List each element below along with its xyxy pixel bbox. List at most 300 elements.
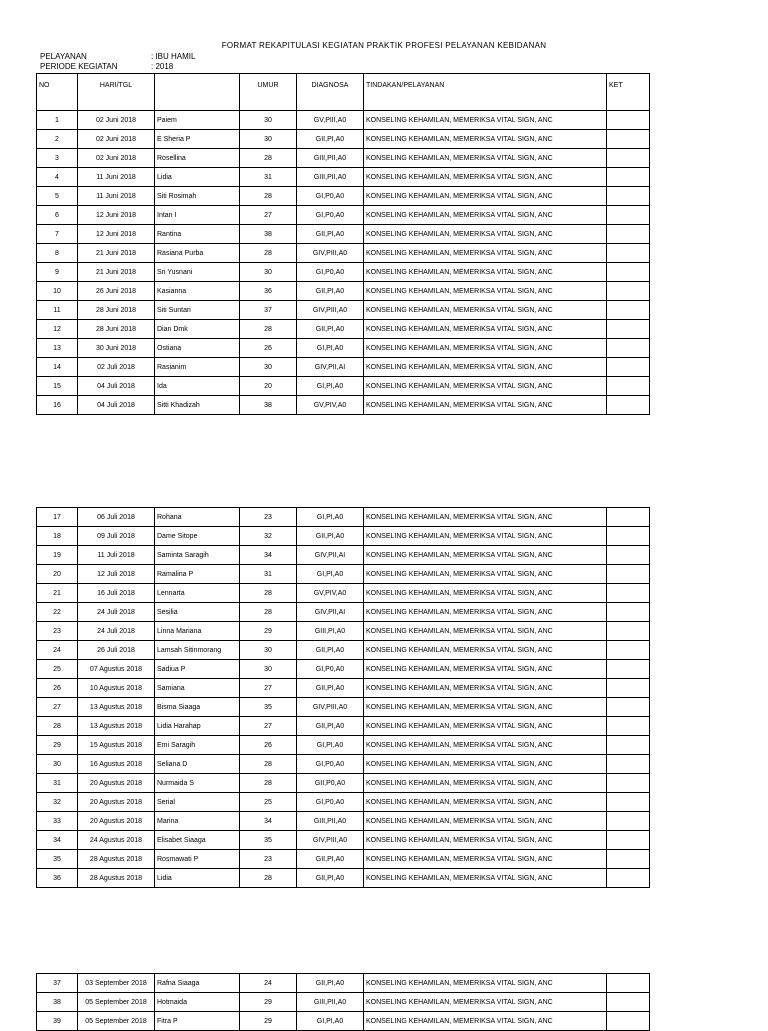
row-age: 24 [240, 974, 297, 993]
row-diagnosis: GIV,PIII,A0 [297, 244, 364, 263]
row-date: 05 September 2018 [78, 993, 155, 1012]
row-diagnosis: GII,PI,A0 [297, 320, 364, 339]
row-date: 12 Juli 2018 [78, 565, 155, 584]
row-diagnosis: GI,PI,A0 [297, 508, 364, 527]
row-action: KONSELING KEHAMILAN, MEMERIKSA VITAL SIGN, ANC [364, 244, 607, 263]
row-number: 19 [37, 546, 78, 565]
row-action: KONSELING KEHAMILAN, MEMERIKSA VITAL SIGN, ANC [364, 641, 607, 660]
row-number: 6 [37, 206, 78, 225]
row-action: KONSELING KEHAMILAN, MEMERIKSA VITAL SIGN, ANC [364, 527, 607, 546]
row-ket [607, 755, 650, 774]
row-date: 02 Juli 2018 [78, 358, 155, 377]
row-number: 17 [37, 508, 78, 527]
row-patient-name: Sri Yusnani [155, 263, 240, 282]
meta-value: : IBU HAMIL [151, 52, 196, 61]
row-action: KONSELING KEHAMILAN, MEMERIKSA VITAL SIGN, ANC [364, 755, 607, 774]
row-age: 28 [240, 244, 297, 263]
table-row [37, 660, 650, 679]
row-action: KONSELING KEHAMILAN, MEMERIKSA VITAL SIGN, ANC [364, 546, 607, 565]
row-ket [607, 993, 650, 1012]
row-date: 21 Juni 2018 [78, 263, 155, 282]
row-diagnosis: GV,PIV,A0 [297, 396, 364, 415]
meta-periode [40, 62, 174, 71]
table-row [37, 377, 650, 396]
row-patient-name: Nurmaida S [155, 774, 240, 793]
row-date: 28 Juni 2018 [78, 301, 155, 320]
row-date: 24 Juli 2018 [78, 603, 155, 622]
row-age: 27 [240, 679, 297, 698]
row-patient-name: Ostiana [155, 339, 240, 358]
row-ket [607, 717, 650, 736]
row-ket [607, 774, 650, 793]
row-age: 27 [240, 206, 297, 225]
row-age: 25 [240, 793, 297, 812]
row-patient-name: Rantina [155, 225, 240, 244]
row-patient-name: Sadiua P [155, 660, 240, 679]
row-age: 30 [240, 358, 297, 377]
row-ket [607, 660, 650, 679]
row-patient-name: Fitra P [155, 1012, 240, 1031]
row-patient-name: Sesilia [155, 603, 240, 622]
row-age: 31 [240, 168, 297, 187]
row-date: 11 Juni 2018 [78, 168, 155, 187]
row-action: KONSELING KEHAMILAN, MEMERIKSA VITAL SIGN, ANC [364, 774, 607, 793]
row-diagnosis: GII,PI,A0 [297, 282, 364, 301]
row-date: 09 Juli 2018 [78, 527, 155, 546]
row-age: 38 [240, 225, 297, 244]
row-date: 24 Agustus 2018 [78, 831, 155, 850]
row-age: 34 [240, 546, 297, 565]
row-diagnosis: GII,PI,A0 [297, 869, 364, 888]
row-age: 28 [240, 320, 297, 339]
row-date: 02 Juni 2018 [78, 130, 155, 149]
table-row [37, 974, 650, 993]
row-number: 28 [37, 717, 78, 736]
row-diagnosis: GII,PI,A0 [297, 717, 364, 736]
row-action: KONSELING KEHAMILAN, MEMERIKSA VITAL SIGN, ANC [364, 358, 607, 377]
row-ket [607, 679, 650, 698]
table-row [37, 812, 650, 831]
row-date: 20 Agustus 2018 [78, 793, 155, 812]
table-row [37, 565, 650, 584]
row-ket [607, 377, 650, 396]
row-patient-name: E Sheria P [155, 130, 240, 149]
row-age: 30 [240, 263, 297, 282]
row-diagnosis: GI,PI,A0 [297, 339, 364, 358]
row-ket [607, 603, 650, 622]
row-number: 27 [37, 698, 78, 717]
row-diagnosis: GIII,PII,A0 [297, 168, 364, 187]
table-row [37, 774, 650, 793]
row-date: 20 Agustus 2018 [78, 774, 155, 793]
row-action: KONSELING KEHAMILAN, MEMERIKSA VITAL SIGN, ANC [364, 301, 607, 320]
row-number: 35 [37, 850, 78, 869]
row-ket [607, 622, 650, 641]
header-no: NO [37, 74, 78, 111]
row-patient-name: Linna Mariana [155, 622, 240, 641]
row-age: 30 [240, 641, 297, 660]
table-row [37, 641, 650, 660]
row-patient-name: Seliana D [155, 755, 240, 774]
row-age: 28 [240, 755, 297, 774]
row-date: 28 Agustus 2018 [78, 850, 155, 869]
row-age: 26 [240, 736, 297, 755]
row-diagnosis: GI,PI,A0 [297, 377, 364, 396]
row-diagnosis: GIV,PII,AI [297, 603, 364, 622]
row-patient-name: Rasiana Purba [155, 244, 240, 263]
row-action: KONSELING KEHAMILAN, MEMERIKSA VITAL SIGN, ANC [364, 111, 607, 130]
row-number: 9 [37, 263, 78, 282]
header-date: HARI/TGL [78, 74, 155, 111]
recap-table-page-2 [36, 507, 650, 888]
header-name [155, 74, 240, 111]
row-patient-name: Rasianim [155, 358, 240, 377]
row-patient-name: Lennarta [155, 584, 240, 603]
table-row [37, 187, 650, 206]
row-number: 21 [37, 584, 78, 603]
row-ket [607, 149, 650, 168]
row-patient-name: Paiem [155, 111, 240, 130]
row-action: KONSELING KEHAMILAN, MEMERIKSA VITAL SIGN, ANC [364, 831, 607, 850]
row-age: 28 [240, 774, 297, 793]
row-number: 16 [37, 396, 78, 415]
row-ket [607, 263, 650, 282]
row-action: KONSELING KEHAMILAN, MEMERIKSA VITAL SIGN, ANC [364, 603, 607, 622]
row-diagnosis: GII,PI,A0 [297, 974, 364, 993]
row-age: 30 [240, 660, 297, 679]
row-action: KONSELING KEHAMILAN, MEMERIKSA VITAL SIGN, ANC [364, 717, 607, 736]
row-diagnosis: GI,P0,A0 [297, 263, 364, 282]
row-ket [607, 320, 650, 339]
row-ket [607, 282, 650, 301]
row-action: KONSELING KEHAMILAN, MEMERIKSA VITAL SIGN, ANC [364, 584, 607, 603]
row-number: 18 [37, 527, 78, 546]
row-number: 3 [37, 149, 78, 168]
row-number: 38 [37, 993, 78, 1012]
row-diagnosis: GI,PI,A0 [297, 1012, 364, 1031]
row-ket [607, 111, 650, 130]
row-action: KONSELING KEHAMILAN, MEMERIKSA VITAL SIGN, ANC [364, 339, 607, 358]
row-number: 10 [37, 282, 78, 301]
row-ket [607, 736, 650, 755]
table-row [37, 793, 650, 812]
row-age: 20 [240, 377, 297, 396]
row-patient-name: Siti Rosimah [155, 187, 240, 206]
row-action: KONSELING KEHAMILAN, MEMERIKSA VITAL SIGN, ANC [364, 698, 607, 717]
row-age: 29 [240, 1012, 297, 1031]
table-row [37, 111, 650, 130]
row-date: 20 Agustus 2018 [78, 812, 155, 831]
row-patient-name: Lidia [155, 168, 240, 187]
row-age: 35 [240, 698, 297, 717]
row-date: 04 Juli 2018 [78, 396, 155, 415]
table-row [37, 755, 650, 774]
row-date: 16 Juli 2018 [78, 584, 155, 603]
row-patient-name: Lamsah Sitinmorang [155, 641, 240, 660]
row-number: 14 [37, 358, 78, 377]
row-action: KONSELING KEHAMILAN, MEMERIKSA VITAL SIGN, ANC [364, 850, 607, 869]
row-age: 28 [240, 149, 297, 168]
row-date: 13 Agustus 2018 [78, 717, 155, 736]
header-diagnosis: DIAGNOSA [297, 74, 364, 111]
meta-value: : 2018 [151, 62, 174, 71]
row-number: 13 [37, 339, 78, 358]
row-number: 8 [37, 244, 78, 263]
row-date: 26 Juli 2018 [78, 641, 155, 660]
row-action: KONSELING KEHAMILAN, MEMERIKSA VITAL SIGN, ANC [364, 793, 607, 812]
row-number: 7 [37, 225, 78, 244]
table-row [37, 993, 650, 1012]
row-patient-name: Serial [155, 793, 240, 812]
row-age: 36 [240, 282, 297, 301]
row-number: 23 [37, 622, 78, 641]
row-ket [607, 850, 650, 869]
recap-table-page-1 [36, 73, 650, 415]
table-header-row [37, 74, 650, 111]
row-age: 30 [240, 111, 297, 130]
row-ket [607, 793, 650, 812]
row-date: 07 Agustus 2018 [78, 660, 155, 679]
row-age: 28 [240, 869, 297, 888]
row-date: 26 Juni 2018 [78, 282, 155, 301]
table-row [37, 244, 650, 263]
row-number: 29 [37, 736, 78, 755]
row-diagnosis: GIV,PIII,A0 [297, 301, 364, 320]
row-age: 23 [240, 850, 297, 869]
row-action: KONSELING KEHAMILAN, MEMERIKSA VITAL SIGN, ANC [364, 622, 607, 641]
table-row [37, 358, 650, 377]
row-ket [607, 565, 650, 584]
table-row [37, 698, 650, 717]
row-number: 1 [37, 111, 78, 130]
row-number: 4 [37, 168, 78, 187]
table-row [37, 603, 650, 622]
row-ket [607, 812, 650, 831]
row-ket [607, 301, 650, 320]
table-row [37, 320, 650, 339]
row-patient-name: Rafna Siaaga [155, 974, 240, 993]
row-action: KONSELING KEHAMILAN, MEMERIKSA VITAL SIGN, ANC [364, 377, 607, 396]
meta-label: PELAYANAN [40, 52, 87, 61]
row-patient-name: Saminta Saragih [155, 546, 240, 565]
row-ket [607, 358, 650, 377]
row-ket [607, 527, 650, 546]
row-number: 12 [37, 320, 78, 339]
row-patient-name: Dame Sitope [155, 527, 240, 546]
table-row [37, 527, 650, 546]
table-row [37, 339, 650, 358]
row-date: 13 Agustus 2018 [78, 698, 155, 717]
row-number: 2 [37, 130, 78, 149]
row-action: KONSELING KEHAMILAN, MEMERIKSA VITAL SIGN, ANC [364, 206, 607, 225]
row-date: 11 Juni 2018 [78, 187, 155, 206]
row-number: 15 [37, 377, 78, 396]
row-action: KONSELING KEHAMILAN, MEMERIKSA VITAL SIGN, ANC [364, 168, 607, 187]
row-number: 25 [37, 660, 78, 679]
row-diagnosis: GIII,PII,A0 [297, 149, 364, 168]
row-diagnosis: GIV,PII,AI [297, 358, 364, 377]
row-age: 29 [240, 622, 297, 641]
table-row [37, 225, 650, 244]
row-diagnosis: GIII,PII,A0 [297, 993, 364, 1012]
row-ket [607, 168, 650, 187]
row-age: 37 [240, 301, 297, 320]
row-date: 16 Agustus 2018 [78, 755, 155, 774]
row-date: 03 September 2018 [78, 974, 155, 993]
row-ket [607, 187, 650, 206]
row-patient-name: Elisabet Siaaga [155, 831, 240, 850]
row-number: 30 [37, 755, 78, 774]
row-age: 28 [240, 603, 297, 622]
row-date: 02 Juni 2018 [78, 111, 155, 130]
row-diagnosis: GII,PI,A0 [297, 679, 364, 698]
row-number: 34 [37, 831, 78, 850]
row-diagnosis: GV,PIV,A0 [297, 584, 364, 603]
row-patient-name: Rosellina [155, 149, 240, 168]
row-patient-name: Bisma Siaaga [155, 698, 240, 717]
row-patient-name: Marina [155, 812, 240, 831]
row-ket [607, 974, 650, 993]
row-number: 26 [37, 679, 78, 698]
table-row [37, 869, 650, 888]
row-date: 11 Juli 2018 [78, 546, 155, 565]
row-age: 27 [240, 717, 297, 736]
row-number: 5 [37, 187, 78, 206]
row-diagnosis: GI,P0,A0 [297, 755, 364, 774]
row-date: 15 Agustus 2018 [78, 736, 155, 755]
row-date: 05 September 2018 [78, 1012, 155, 1031]
row-patient-name: Samiana [155, 679, 240, 698]
row-age: 32 [240, 527, 297, 546]
row-number: 20 [37, 565, 78, 584]
row-number: 31 [37, 774, 78, 793]
row-action: KONSELING KEHAMILAN, MEMERIKSA VITAL SIGN, ANC [364, 565, 607, 584]
row-date: 12 Juni 2018 [78, 206, 155, 225]
row-diagnosis: GV,PIII,A0 [297, 111, 364, 130]
row-age: 28 [240, 584, 297, 603]
row-action: KONSELING KEHAMILAN, MEMERIKSA VITAL SIGN, ANC [364, 974, 607, 993]
recap-table-page-3 [36, 973, 650, 1031]
row-patient-name: Ramalina P [155, 565, 240, 584]
meta-pelayanan [40, 52, 196, 61]
row-date: 30 Juni 2018 [78, 339, 155, 358]
row-patient-name: Siti Suntari [155, 301, 240, 320]
row-patient-name: Dian Dmk [155, 320, 240, 339]
row-action: KONSELING KEHAMILAN, MEMERIKSA VITAL SIGN, ANC [364, 130, 607, 149]
row-ket [607, 584, 650, 603]
row-age: 31 [240, 565, 297, 584]
row-diagnosis: GII,PI,A0 [297, 527, 364, 546]
row-diagnosis: GI,P0,A0 [297, 793, 364, 812]
row-diagnosis: GII,PI,A0 [297, 850, 364, 869]
table-row [37, 1012, 650, 1031]
row-action: KONSELING KEHAMILAN, MEMERIKSA VITAL SIGN, ANC [364, 396, 607, 415]
row-diagnosis: GI,P0,A0 [297, 206, 364, 225]
header-age: UMUR [240, 74, 297, 111]
table-row [37, 717, 650, 736]
row-ket [607, 206, 650, 225]
table-row [37, 206, 650, 225]
table-row [37, 168, 650, 187]
header-action: TINDAKAN/PELAYANAN [364, 74, 607, 111]
document-title: FORMAT REKAPITULASI KEGIATAN PRAKTIK PROFESI PELAYANAN KEBIDANAN [221, 41, 547, 50]
row-diagnosis: GIV,PIII,A0 [297, 698, 364, 717]
row-action: KONSELING KEHAMILAN, MEMERIKSA VITAL SIGN, ANC [364, 679, 607, 698]
row-action: KONSELING KEHAMILAN, MEMERIKSA VITAL SIGN, ANC [364, 993, 607, 1012]
row-diagnosis: GIII,PI,A0 [297, 622, 364, 641]
row-ket [607, 244, 650, 263]
table-row [37, 508, 650, 527]
row-diagnosis: GIV,PII,AI [297, 546, 364, 565]
row-ket [607, 698, 650, 717]
row-action: KONSELING KEHAMILAN, MEMERIKSA VITAL SIGN, ANC [364, 282, 607, 301]
row-action: KONSELING KEHAMILAN, MEMERIKSA VITAL SIGN, ANC [364, 508, 607, 527]
table-row [37, 263, 650, 282]
row-ket [607, 831, 650, 850]
row-date: 28 Juni 2018 [78, 320, 155, 339]
row-patient-name: Ida [155, 377, 240, 396]
row-age: 23 [240, 508, 297, 527]
table-row [37, 850, 650, 869]
row-diagnosis: GI,PI,A0 [297, 565, 364, 584]
row-action: KONSELING KEHAMILAN, MEMERIKSA VITAL SIGN, ANC [364, 187, 607, 206]
row-action: KONSELING KEHAMILAN, MEMERIKSA VITAL SIGN, ANC [364, 320, 607, 339]
row-ket [607, 869, 650, 888]
table-row [37, 546, 650, 565]
row-patient-name: Lidia [155, 869, 240, 888]
row-diagnosis: GII,PI,A0 [297, 130, 364, 149]
row-number: 37 [37, 974, 78, 993]
table-row [37, 396, 650, 415]
row-diagnosis: GI,P0,A0 [297, 660, 364, 679]
row-action: KONSELING KEHAMILAN, MEMERIKSA VITAL SIGN, ANC [364, 736, 607, 755]
row-date: 21 Juni 2018 [78, 244, 155, 263]
row-ket [607, 546, 650, 565]
row-patient-name: Lidia Harahap [155, 717, 240, 736]
row-diagnosis: GII,P0,A0 [297, 774, 364, 793]
row-date: 12 Juni 2018 [78, 225, 155, 244]
row-number: 11 [37, 301, 78, 320]
row-ket [607, 339, 650, 358]
row-ket [607, 225, 650, 244]
row-ket [607, 508, 650, 527]
row-action: KONSELING KEHAMILAN, MEMERIKSA VITAL SIGN, ANC [364, 1012, 607, 1031]
row-patient-name: Sitti Khadizah [155, 396, 240, 415]
row-number: 24 [37, 641, 78, 660]
header-ket: KET [607, 74, 650, 111]
row-age: 34 [240, 812, 297, 831]
row-patient-name: Emi Saragih [155, 736, 240, 755]
row-ket [607, 396, 650, 415]
row-age: 38 [240, 396, 297, 415]
table-row [37, 831, 650, 850]
table-row [37, 282, 650, 301]
row-age: 30 [240, 130, 297, 149]
row-number: 32 [37, 793, 78, 812]
row-date: 04 Juli 2018 [78, 377, 155, 396]
table-row [37, 736, 650, 755]
row-diagnosis: GII,PI,A0 [297, 225, 364, 244]
row-number: 22 [37, 603, 78, 622]
row-action: KONSELING KEHAMILAN, MEMERIKSA VITAL SIGN, ANC [364, 660, 607, 679]
row-number: 36 [37, 869, 78, 888]
row-diagnosis: GIV,PIII,A0 [297, 831, 364, 850]
row-age: 26 [240, 339, 297, 358]
table-row [37, 301, 650, 320]
row-action: KONSELING KEHAMILAN, MEMERIKSA VITAL SIGN, ANC [364, 149, 607, 168]
row-age: 35 [240, 831, 297, 850]
row-ket [607, 641, 650, 660]
